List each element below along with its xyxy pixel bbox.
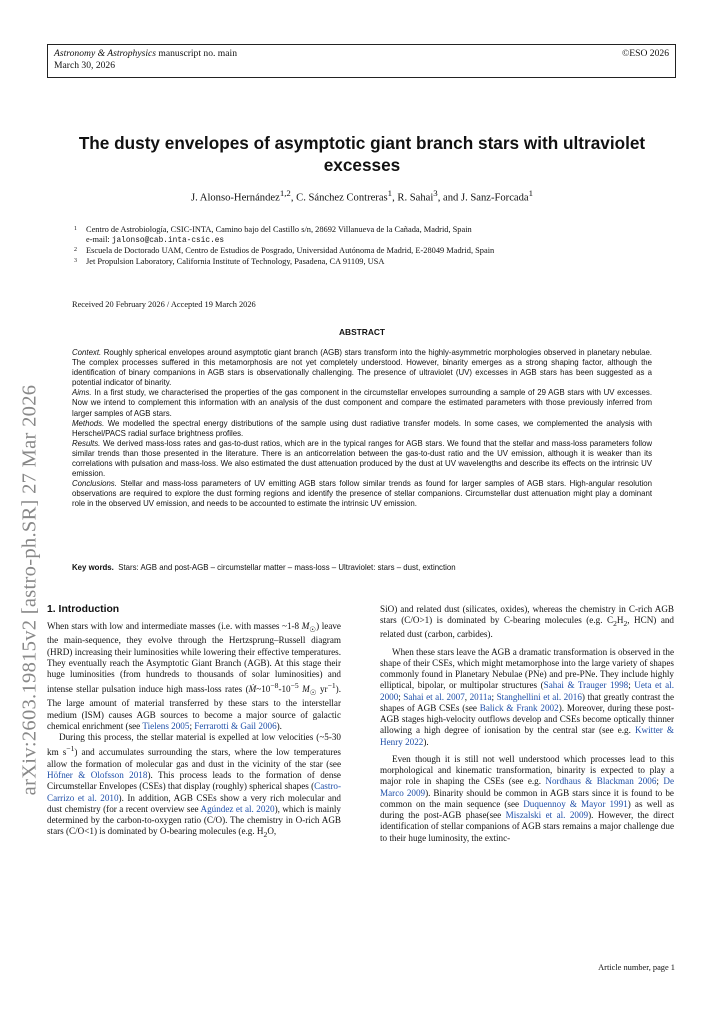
paper-title: The dusty envelopes of asymptotic giant branch stars with ultraviolet excesses (78, 133, 646, 175)
affiliations (72, 225, 672, 267)
left-column (47, 604, 341, 840)
header-date: March 30, 2026 (54, 59, 116, 71)
affiliation-3: 3 Jet Propulsion Laboratory, California Institute of Technology, Pasadena, CA 91109, USA (74, 256, 385, 266)
email-line: e-mail: jalonso@cab.inta-csic.es (86, 235, 225, 246)
intro-paragraph-3: SiO) and related dust (silicates, oxides), whereas the chemistry in C-rich AGB stars (C/O>1) is dominated by C-bearing molecules (e.g. $C_2H_2$, HCN) and related dust (carbon, carbides). (380, 604, 674, 640)
abstract-results: Results. We derived mass-loss rates and gas-to-dust ratios, which are in the typical ranges for AGB stars. We found that the stellar and mass-loss parameters follow similar trends than those presented in the literature. There is an anticorrelation between the gas-to-dust ratio and the UV emission, although it is weaker than its correlations with pulsation and mass-loss. We also estimated the dust attenuation produced by the dust at UV wavelengths and describe its effects on the intrinsic UV emission. (72, 438, 652, 479)
received-dates: Received 20 February 2026 / Accepted 19 March 2026 (72, 300, 256, 309)
abstract-heading: ABSTRACT (338, 327, 386, 337)
header-left (54, 48, 237, 71)
author-list: J. Alonso-Hernández$^{1,2}$, C. Sánchez Contreras$^1$, R. Sahai$^3$, and J. Sanz-Forcada$^1$ (190, 188, 534, 204)
copyright: ©ESO 2026 (622, 48, 669, 59)
intro-paragraph-4: When these stars leave the AGB a dramatic transformation is observed in the shape of their CSEs, which might metamorphose into the large variety of shapes commonly found in Planetary Nebulae (PNe) and pre-PNe. They include highly elliptical, bipolar, or multipolar structures (Sahai & Trauger 1998; Ueta et al. 2000; Sahai et al. 2007, 2011a; Stanghellini et al. 2016) that greatly contrast the shapes of AGB CSEs (see Balick & Frank 2002). Moreover, during these post-AGB stages high-velocity outflows develop and CSEs become optically thinner allowing a high degree of ionisation by the central star (see e.g. Kwitter & Henry 2022). (380, 646, 675, 747)
arxiv-identifier: arXiv:2603.19815v2 [astro-ph.SR] 27 Mar 2026 (18, 384, 41, 796)
email-link[interactable]: jalonso@cab.inta-csic.es (111, 237, 225, 246)
intro-paragraph-1: When stars with low and intermediate masses (i.e. with masses ~1-8 $M_☉$) leave the main-sequence, they evolve through the Hertzsprung–Russell diagram (HRD) increasing their luminosities while lowering their effective temperatures. They eventually reach the Asymptotic Giant Branch (AGB). At this stage their huge luminosities (from hundreds to thousands of solar luminosities) and intense stellar pulsation induce high mass-loss rates ($Ṁ\sim 10^{-8}-10^{-5}$ $M_☉$ $yr^{-1}$). The large amount of material transferred by these stars to the interstellar medium (ISM) causes AGB sources to become a major source of galactic chemical enrichment (see Tielens 2005; Ferrarotti & Gail 2006). (47, 621, 341, 731)
abstract-methods: Methods. We modelled the spectral energy distributions of the sample using dust radiative transfer models. In some cases, we complemented the analysis with Herschel/PACS radial surface brightness profiles. (72, 418, 652, 438)
keywords: Key words. Stars: AGB and post-AGB – circumstellar matter – mass-loss – Ultraviolet: stars – dust, extinction (72, 563, 456, 572)
abstract-conclusions: Conclusions. Stellar and mass-loss parameters of UV emitting AGB stars follow similar trends as found for larger samples of AGB stars. High-angular resolution observations are required to explore the dust forming regions and identify the presence of stellar companions. Circumstellar dust attenuation might play a dominant role in the observed UV emission, and needs to be accounted to estimate the intrinsic UV emission. (72, 479, 652, 509)
right-column (380, 604, 674, 844)
journal-name: Astronomy & Astrophysics (54, 48, 156, 59)
section-heading: 1. Introduction (47, 604, 120, 615)
running-header (47, 44, 676, 78)
intro-paragraph-5: Even though it is still not well understood which processes lead to this morphological and kinematic transformation, binarity is expected to play a major role in shaping the CSEs (see e.g. Nordhaus & Blackman 2006; De Marco 2009). Binarity should be common in AGB stars since it is found to be common on the main sequence (see Duquennoy & Mayor 1991) as well as during the post-AGB phase(see Miszalski et al. 2009). However, the direct identification of stellar companions of AGB stars remains a major challenge due to their huge luminosity, the extinc- (380, 753, 674, 843)
abstract (72, 348, 652, 510)
manuscript-label: manuscript no. main (158, 48, 237, 59)
intro-paragraph-2: During this process, the stellar material is expelled at low velocities (~5-30 km $s^{-1}$) and accumulates surrounding the stars, where the low temperatures allow the formation of molecular gas and dust in the vicinity of the star (see Höfner & Olofsson 2018). This process leads to the formation of dense Circumstellar Envelopes (CSEs) that display (roughly) spherical shapes (Castro-Carrizo et al. 2010). In addition, AGB CSEs show a very rich molecular and dust chemistry (for a recent overview see Agúndez et al. 2020), which is mainly determined by the carbon-to-oxygen ratio (C/O). The chemistry in O-rich AGB stars (C/O<1) is dominated by O-bearing molecules (e.g. $H_2O$, (47, 732, 341, 840)
affiliation-1: 1 Centro de Astrobiología, CSIC-INTA, Camino bajo del Castillo s/n, 28692 Villanueva de la Cañada, Madrid, Spain (74, 225, 472, 234)
arxiv-sidebar (12, 240, 48, 940)
abstract-context: Context. Roughly spherical envelopes around asymptotic giant branch (AGB) stars transform into the highly-asymmetric morphologies observed in planetary nebulae. The complex processes suffered in this metamorphosis are not yet completely understood. However, binarity emerges as a strong shaping factor, although the identification of binary companions in AGB stars is observationally challenging. The presence of ultraviolet (UV) excesses in AGB stars has been suggested as a potential indicator of binarity. (72, 348, 652, 388)
abstract-aims: Aims. In a first study, we characterised the properties of the gas component in the circumstellar envelopes surrounding a sample of 29 AGB stars with UV excesses. Now we intend to complement this information with an analysis of the dust component and compare the estimated parameters with those previously inferred from larger samples of AGB stars. (72, 388, 652, 418)
affiliation-2: 2 Escuela de Doctorado UAM, Centro de Estudios de Posgrado, Universidad Autónoma de Madrid, E-28049 Madrid, Spain (74, 246, 495, 256)
page-footer: Article number, page 1 (598, 963, 675, 972)
